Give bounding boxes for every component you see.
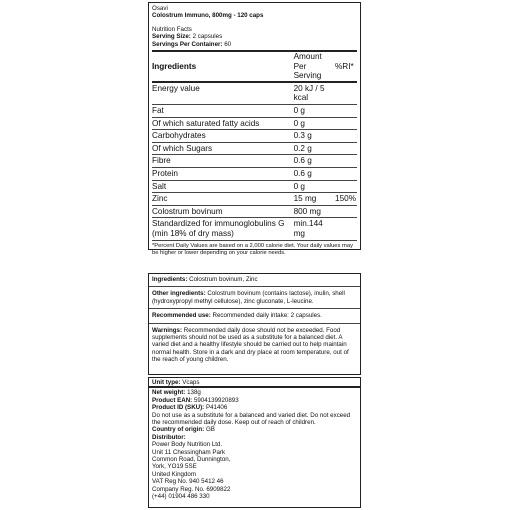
row-ri — [335, 130, 357, 143]
facts-title: Nutrition Facts — [152, 25, 192, 33]
table-row — [152, 167, 357, 180]
distributor-label: Distributor: — [152, 433, 186, 441]
row-amount: 0 g — [294, 105, 335, 118]
table-row — [152, 117, 357, 130]
row-amount: 0.6 g — [294, 167, 335, 180]
product-details-panel — [148, 377, 361, 508]
table-row — [152, 180, 357, 193]
row-name: Of which Sugars — [152, 142, 294, 155]
row-name: Colostrum bovinum — [152, 205, 294, 218]
nutrition-table — [152, 52, 357, 241]
product-ean: Product EAN: 5904139920893 — [152, 396, 239, 404]
recommended-use-section: Recommended use: Recommended daily intake: 2 capsules. — [152, 312, 322, 320]
row-ri — [335, 142, 357, 155]
row-name: Fibre — [152, 155, 294, 168]
product-name: Colostrum Immuno, 800mg - 120 caps — [152, 12, 264, 20]
table-row — [152, 155, 357, 168]
row-ri — [335, 167, 357, 180]
distributor-line: Unit 11 Chessingham Park — [152, 448, 226, 456]
row-name: Of which saturated fatty acids — [152, 117, 294, 130]
serving-size: Serving Size: 2 capsules — [152, 33, 223, 41]
table-row — [152, 218, 357, 240]
panel-header — [152, 5, 357, 48]
nutrition-facts-panel — [148, 2, 361, 256]
row-amount: 0 g — [294, 117, 335, 130]
table-header-row — [152, 52, 357, 82]
distributor-line: Company Reg. No. 6909822 — [152, 485, 231, 493]
row-amount: 0 g — [294, 180, 335, 193]
distributor-line: (+44) 01904 486 330 — [152, 493, 210, 501]
row-name: Zinc — [152, 193, 294, 206]
row-ri: 150% — [335, 193, 357, 206]
table-row — [152, 82, 357, 105]
row-amount: min.144 mg — [294, 218, 335, 240]
distributor-address — [152, 441, 357, 500]
row-ri — [335, 180, 357, 193]
net-weight: Net weight: 138g — [152, 389, 201, 397]
country-of-origin: Country of origin: GB — [152, 426, 215, 434]
row-name: Energy value — [152, 82, 294, 105]
table-row — [152, 142, 357, 155]
row-amount: 15 mg — [294, 193, 335, 206]
distributor-line: VAT Reg No. 940 5412 46 — [152, 478, 224, 486]
row-ri — [335, 155, 357, 168]
product-sku: Product ID (SKU): P41406 — [152, 404, 228, 412]
disclaimer: Do not use as a substitute for a balanced and varied diet. Do not exceed the recommended daily dose. Keep out of reach of children. — [152, 411, 351, 427]
col-ri: %RI* — [335, 52, 357, 82]
brand-name: Osavi — [152, 5, 168, 12]
row-amount: 0.6 g — [294, 155, 335, 168]
unit-type: Unit type: Vcaps — [152, 379, 200, 386]
distributor-line: United Kingdom — [152, 470, 197, 478]
row-ri — [335, 218, 357, 240]
row-amount: 0.3 g — [294, 130, 335, 143]
distributor-line: Common Road, Dunnington, — [152, 456, 231, 464]
row-amount: 800 mg — [294, 205, 335, 218]
row-name: Salt — [152, 180, 294, 193]
row-ri — [335, 105, 357, 118]
footnote: *Percent Daily Values are based on a 2,000 calorie diet. Your daily values may be higher or lower depending on your calorie needs. — [152, 242, 353, 256]
row-name: Fat — [152, 105, 294, 118]
distributor-line: York, YO19 5SE — [152, 463, 197, 471]
row-ri — [335, 82, 357, 105]
table-row — [152, 205, 357, 218]
row-ri — [335, 205, 357, 218]
row-name: Protein — [152, 167, 294, 180]
servings-per-container: Servings Per Container: 60 — [152, 40, 232, 48]
row-amount: 0.2 g — [294, 142, 335, 155]
table-row — [152, 193, 357, 206]
warnings-section: Warnings: Recommended daily dose should not be exceeded. Food supplements should not be used as a substitute for a balanced diet. A varied diet and a healthy lifestyle should be carried out to help maintain normal health. Store in a dark and dry place at room temperature, out of the reach of young children. — [152, 326, 349, 364]
distributor-line: Power Body Nutrition Ltd. — [152, 441, 223, 449]
other-ingredients-section: Other ingredients: Colostrum bovinum (contains lactose), inulin, shell (hydroxypropyl methyl cellulose), zinc gluconate, L-leucine. — [152, 290, 345, 305]
row-ri — [335, 117, 357, 130]
row-name: Carbohydrates — [152, 130, 294, 143]
row-name: Standardized for immunoglobulins G (min 18% of dry mass) — [152, 218, 294, 240]
table-row — [152, 105, 357, 118]
col-ingredients: Ingredients — [152, 52, 294, 82]
ingredients-section: Ingredients: Colostrum bovinum, Zinc — [152, 276, 258, 283]
row-amount: 20 kJ / 5 kcal — [294, 82, 335, 105]
ingredients-panel — [148, 273, 361, 375]
table-row — [152, 130, 357, 143]
col-amount: Amount Per Serving — [294, 52, 335, 82]
